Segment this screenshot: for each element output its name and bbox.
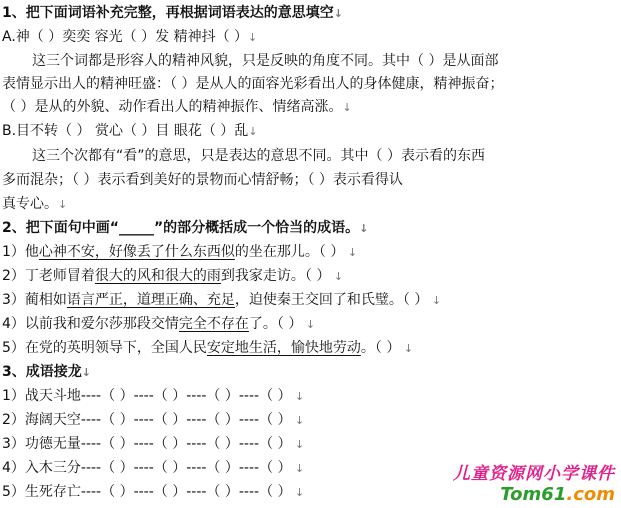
item-suffix: 。（ ） <box>360 340 401 356</box>
underlined-phrase: 心神不安，好像丢了什么东西似 <box>38 244 235 260</box>
item-prefix: 4）以前我和爱尔莎那段交情 <box>2 316 179 332</box>
chain-row-1: 1）战天斗地----（ ）----（ ）----（ ）----（ ） ↓ <box>2 388 305 404</box>
underlined-phrase: 安定地生活，愉快地劳动 <box>206 340 361 356</box>
chain-row-4: 4）入木三分----（ ）----（ ）----（ ）----（ ） ↓ <box>2 460 305 476</box>
chain-row-text: 3）功德无量----（ ）----（ ）----（ ）----（ ） <box>2 436 292 452</box>
section1-a-para-line2: 表情显示出人的精神旺盛：（ ）是从人的面容光彩看出人的身体健康，精神振奋； <box>2 76 504 92</box>
underlined-phrase: 很大的风和很大的雨 <box>94 268 221 284</box>
section1-b-para-line3-text: 真专心。 <box>2 196 58 212</box>
section1-b-para-line2: 多而混杂；（ ）表示看到美好的景物而心情舒畅；（ ）表示看得认 <box>2 172 403 188</box>
section1-heading: 1、把下面词语补充完整，再根据词语表达的意思填空↓ <box>2 5 343 21</box>
item-prefix: 5）在党的英明领导下，全国人民 <box>2 340 207 356</box>
item-suffix: 到我家走访。（ ） <box>220 268 331 284</box>
section1-b-para-line1: 这三个次都有“看”的意思，只是表达的意思不同。其中（ ）表示看的东西 <box>32 148 485 164</box>
section1-a-para-line1: 这三个词都是形容人的精神风貌，只是反映的角度不同。其中（ ）是从面部 <box>32 53 499 69</box>
section2-heading-text: 2、把下面句中画“_____”的部分概括成一个恰当的成语。 <box>2 220 360 236</box>
watermark-logo-domain: .com <box>566 484 615 505</box>
section2-item-4: 4）以前我和爱尔莎那段交情完全不存在了。（ ） ↓ <box>2 316 316 332</box>
section1-b-items: B.目不转（ ） 赏心（ ）目 眼花（ ）乱↓ <box>2 123 258 139</box>
underlined-phrase: 语言严正，道理正确、充足 <box>66 292 235 308</box>
section1-heading-text: 1、把下面词语补充完整，再根据词语表达的意思填空 <box>2 5 334 21</box>
watermark-title: 儿童资源网小学课件 <box>453 464 615 484</box>
section1-a-items: A.神（ ）奕奕 容光（ ）发 精神抖（ ）↓ <box>2 29 258 45</box>
chain-row-text: 5）生死存亡----（ ）----（ ）----（ ）----（ ） <box>2 484 292 500</box>
underlined-phrase: 完全不存在 <box>178 316 249 332</box>
chain-row-3: 3）功德无量----（ ）----（ ）----（ ）----（ ） ↓ <box>2 436 305 452</box>
section1-a-para-line3: （ ）是从的外貌、动作看出人的精神振作、情绪高涨。↓ <box>2 99 352 115</box>
chain-row-2: 2）海阔天空----（ ）----（ ）----（ ）----（ ） ↓ <box>2 412 305 428</box>
watermark-logo-main: Tom61 <box>500 484 567 505</box>
chain-row-5: 5）生死存亡----（ ）----（ ）----（ ）----（ ） ↓ <box>2 484 305 500</box>
section1-b-items-text: B.目不转（ ） 赏心（ ）目 眼花（ ）乱 <box>2 123 249 139</box>
item-suffix: 了。（ ） <box>248 316 303 332</box>
section1-a-items-text: A.神（ ）奕奕 容光（ ）发 精神抖（ ） <box>2 29 249 45</box>
section2-item-5: 5）在党的英明领导下，全国人民安定地生活，愉快地劳动。（ ） ↓ <box>2 340 414 356</box>
chain-row-text: 1）战天斗地----（ ）----（ ）----（ ）----（ ） <box>2 388 292 404</box>
section2-item-1: 1）他心神不安，好像丢了什么东西似的坐在那儿。（ ） ↓ <box>2 244 358 260</box>
section3-heading-text: 3、成语接龙 <box>2 364 82 380</box>
item-prefix: 1）他 <box>2 244 39 260</box>
item-prefix: 2）丁老师冒着 <box>2 268 95 284</box>
chain-row-text: 4）入木三分----（ ）----（ ）----（ ）----（ ） <box>2 460 292 476</box>
watermark-logo <box>453 484 615 506</box>
item-suffix: 的坐在那儿。（ ） <box>234 244 345 260</box>
section3-heading: 3、成语接龙↓ <box>2 364 91 380</box>
section2-item-2: 2）丁老师冒着很大的风和很大的雨到我家走访。（ ） ↓ <box>2 268 344 284</box>
item-suffix: ，迫使秦王交回了和氏璧。（ ） <box>234 292 429 308</box>
site-watermark <box>453 464 615 506</box>
section2-heading: 2、把下面句中画“_____”的部分概括成一个恰当的成语。↓ <box>2 220 369 236</box>
section1-b-para-line3: 真专心。↓ <box>2 196 68 212</box>
section1-a-para-line3-text: （ ）是从的外貌、动作看出人的精神振作、情绪高涨。 <box>2 99 343 115</box>
chain-row-text: 2）海阔天空----（ ）----（ ）----（ ）----（ ） <box>2 412 292 428</box>
item-prefix: 3）蔺相如 <box>2 292 67 308</box>
section2-item-3: 3）蔺相如语言严正，道理正确、充足，迫使秦王交回了和氏璧。（ ） ↓ <box>2 292 442 308</box>
